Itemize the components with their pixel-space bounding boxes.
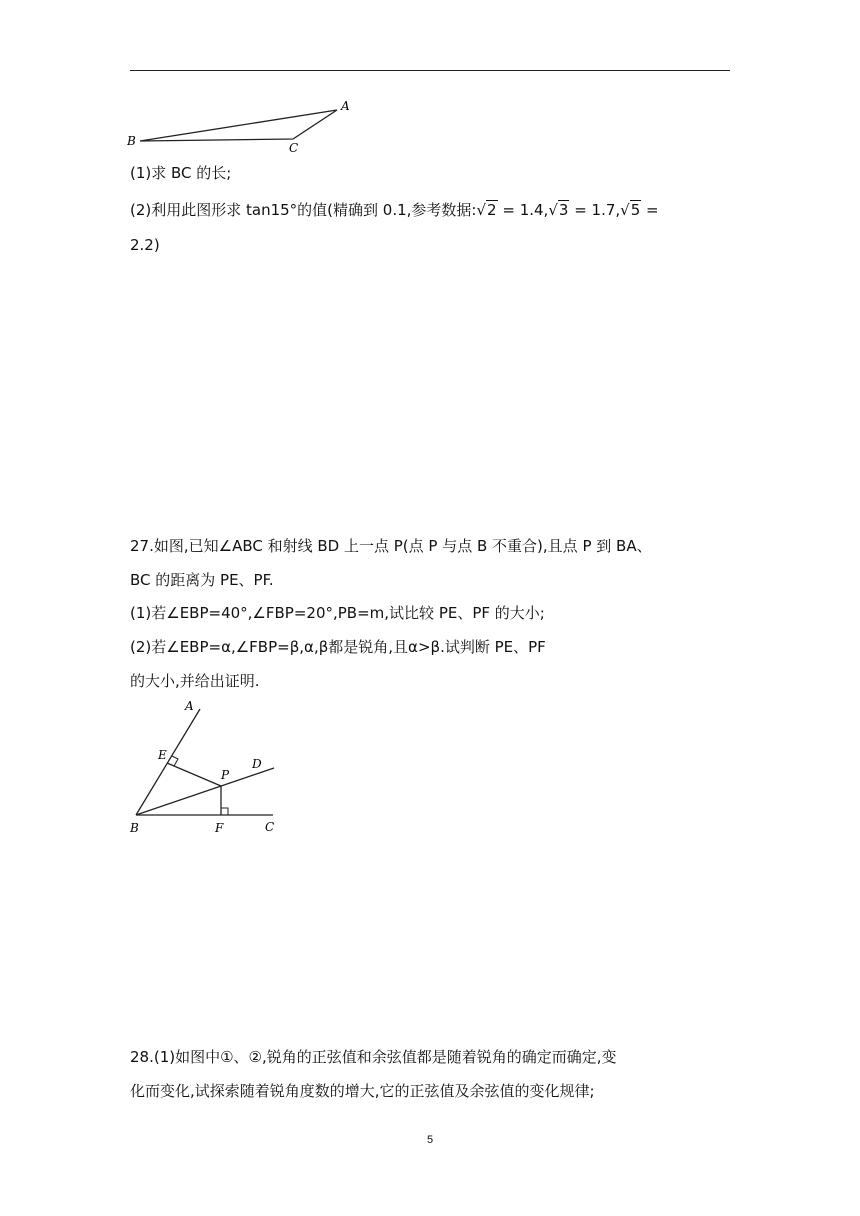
label-e: E bbox=[158, 748, 167, 762]
q26-part2-text: (2)利用此图形求 tan15°的值(精确到 0.1,参考数据: bbox=[130, 201, 477, 219]
label-c: C bbox=[265, 820, 275, 834]
triangle-abc-outline bbox=[140, 110, 337, 141]
header-rule bbox=[130, 70, 730, 71]
right-angle-mark-f bbox=[221, 808, 228, 815]
label-b: B bbox=[130, 821, 139, 835]
q26-part2-line1: (2)利用此图形求 tan15°的值(精确到 0.1,参考数据:√2 = 1.4,√3 = 1.7,√5 = bbox=[130, 201, 659, 219]
label-f: F bbox=[215, 821, 224, 835]
ray-bd bbox=[136, 768, 274, 815]
label-a: A bbox=[185, 699, 194, 713]
label-a: A bbox=[341, 99, 350, 113]
q27-line2: BC 的距离为 PE、PF. bbox=[130, 571, 274, 589]
eq-3: = bbox=[641, 201, 659, 219]
q27-line3: (1)若∠EBP=40°,∠FBP=20°,PB=m,试比较 PE、PF 的大小; bbox=[130, 604, 545, 622]
angle-abc-figure bbox=[125, 696, 285, 841]
label-c: C bbox=[289, 141, 299, 155]
label-d: D bbox=[252, 757, 262, 771]
eq-1: = 1.4, bbox=[497, 201, 549, 219]
q28-line1: 28.(1)如图中①、②,锐角的正弦值和余弦值都是随着锐角的确定而确定,变 bbox=[130, 1048, 617, 1066]
sqrt-5: 5 bbox=[630, 201, 641, 219]
sqrt-2: 2 bbox=[487, 201, 497, 219]
q26-part1: (1)求 BC 的长; bbox=[130, 164, 232, 182]
q27-line4: (2)若∠EBP=α,∠FBP=β,α,β都是锐角,且α>β.试判断 PE、PF bbox=[130, 638, 546, 656]
label-b: B bbox=[127, 134, 136, 148]
sqrt-3: 3 bbox=[558, 201, 569, 219]
q26-part2-line2: 2.2) bbox=[130, 236, 160, 254]
segment-pe bbox=[167, 763, 221, 786]
label-p: P bbox=[221, 768, 230, 782]
eq-2: = 1.7, bbox=[569, 201, 621, 219]
ray-ba bbox=[136, 709, 200, 815]
page-number: 5 bbox=[426, 1134, 434, 1146]
q27-line5: 的大小,并给出证明. bbox=[130, 672, 260, 690]
q27-line1: 27.如图,已知∠ABC 和射线 BD 上一点 P(点 P 与点 B 不重合),且点 P 到 BA、 bbox=[130, 537, 652, 555]
right-angle-mark-e bbox=[172, 756, 178, 766]
q28-line2: 化而变化,试探索随着锐角度数的增大,它的正弦值及余弦值的变化规律; bbox=[130, 1082, 595, 1100]
triangle-abc-figure bbox=[125, 98, 355, 156]
